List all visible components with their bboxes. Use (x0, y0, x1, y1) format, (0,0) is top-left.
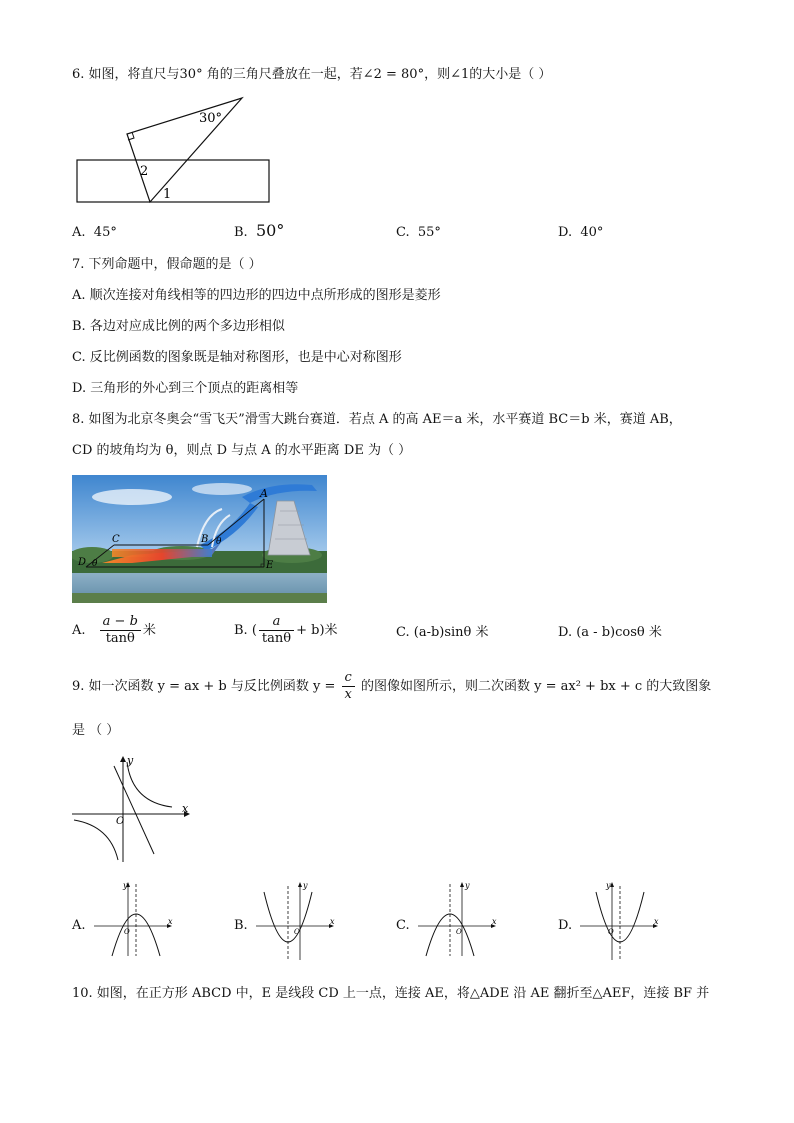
photo-label-a: A (260, 487, 268, 500)
q9-option-c-graph[interactable] (418, 880, 500, 958)
svg-text:x: x (654, 917, 659, 926)
svg-text:x: x (168, 917, 173, 926)
q8-option-b-fraction: $\frac{a}{\tan\theta}$ (259, 614, 294, 647)
q6-angle30-label: 30° (199, 111, 223, 126)
q9-option-b-graph[interactable] (256, 880, 338, 962)
q7-option-b[interactable]: B. 各边对应成比例的两个多边形相似 (72, 319, 285, 334)
q6-angle1-label: 1 (163, 187, 172, 202)
q7-option-a[interactable]: A. 顺次连接对角线相等的四边形的四边中点所形成的图形是菱形 (72, 288, 441, 303)
svg-text:x: x (492, 917, 497, 926)
photo-label-e: E (266, 560, 274, 571)
q8-option-b[interactable]: B. ( $\frac{a}{\tan\theta}$ + b)米 (234, 614, 338, 646)
q10-stem: 10. 如图，在正方形 ABCD 中，E 是线段 CD 上一点，连接 AE，将△ADE 沿 AE 翻折至△AEF，连接 BF 并 (72, 986, 710, 1001)
svg-text:y: y (127, 754, 134, 767)
q8-option-a-fraction: $\frac{a - b}{\tan\theta}$ (100, 614, 141, 647)
q9-option-a-letter[interactable]: A. (72, 918, 86, 933)
q7-stem: 7. 下列命题中，假命题的是（ ） (72, 257, 262, 272)
q9-fraction-c-over-x: $\frac{c}{x}$ (342, 670, 355, 703)
svg-text:O: O (456, 928, 462, 936)
q7-option-c[interactable]: C. 反比例函数的图象既是轴对称图形，也是中心对称图形 (72, 350, 402, 365)
q8-option-a[interactable]: A. $\frac{a - b}{\tan\theta}$ 米 (72, 614, 156, 646)
q6-option-a[interactable]: A. 45° (72, 225, 117, 240)
q9-option-c-letter[interactable]: C. (396, 918, 410, 933)
photo-label-theta-b: θ (216, 537, 222, 547)
svg-text:y: y (465, 881, 470, 890)
q6-option-b[interactable]: B. 50° (234, 221, 285, 240)
svg-text:O: O (294, 928, 300, 936)
q6-ruler-triangle-figure (72, 92, 277, 207)
photo-label-b: B (201, 534, 209, 545)
q8-option-c[interactable]: C. (a-b)sinθ 米 (396, 625, 489, 640)
q6-option-d[interactable]: D. 40° (558, 225, 604, 240)
svg-text:y: y (123, 881, 128, 890)
svg-text:y: y (606, 881, 611, 890)
q9-main-graph (72, 752, 197, 864)
q9-option-a-graph[interactable] (94, 880, 176, 958)
q6-angle2-label: 2 (140, 164, 149, 179)
svg-text:x: x (182, 802, 189, 815)
photo-label-c: C (112, 534, 120, 545)
q9-option-d-graph[interactable] (580, 880, 662, 962)
photo-label-d: D (78, 557, 87, 568)
q8-option-d[interactable]: D. (a - b)cosθ 米 (558, 625, 662, 640)
svg-text:x: x (330, 917, 335, 926)
q9-option-b-letter[interactable]: B. (234, 918, 248, 933)
svg-text:O: O (124, 928, 130, 936)
ski-jump-photo (72, 475, 327, 603)
q7-option-d[interactable]: D. 三角形的外心到三个顶点的距离相等 (72, 381, 299, 396)
svg-text:O: O (608, 928, 614, 936)
q8-stem-line2: CD 的坡角均为 θ，则点 D 与点 A 的水平距离 DE 为（ ） (72, 443, 412, 458)
svg-text:O: O (116, 816, 125, 827)
q6-option-c[interactable]: C. 55° (396, 225, 441, 240)
q8-stem-line1: 8. 如图为北京冬奥会“雪飞天”滑雪大跳台赛道．若点 A 的高 AE＝a 米，水平赛道 BC＝b 米，赛道 AB， (72, 412, 682, 427)
q6-stem: 6. 如图，将直尺与30° 角的三角尺叠放在一起，若∠2 = 80°，则∠1的大小是（ ） (72, 67, 552, 82)
photo-label-theta-d: θ (92, 559, 98, 569)
svg-text:y: y (303, 881, 308, 890)
q9-stem-line2: 是 （ ） (72, 723, 120, 738)
q9-option-d-letter[interactable]: D. (558, 918, 573, 933)
q9-stem: 9. 如一次函数 y = ax + b 与反比例函数 y = $\frac{c}{x}$ 的图像如图所示，则二次函数 y = ax² + bx + c 的大致图象 (72, 670, 712, 702)
